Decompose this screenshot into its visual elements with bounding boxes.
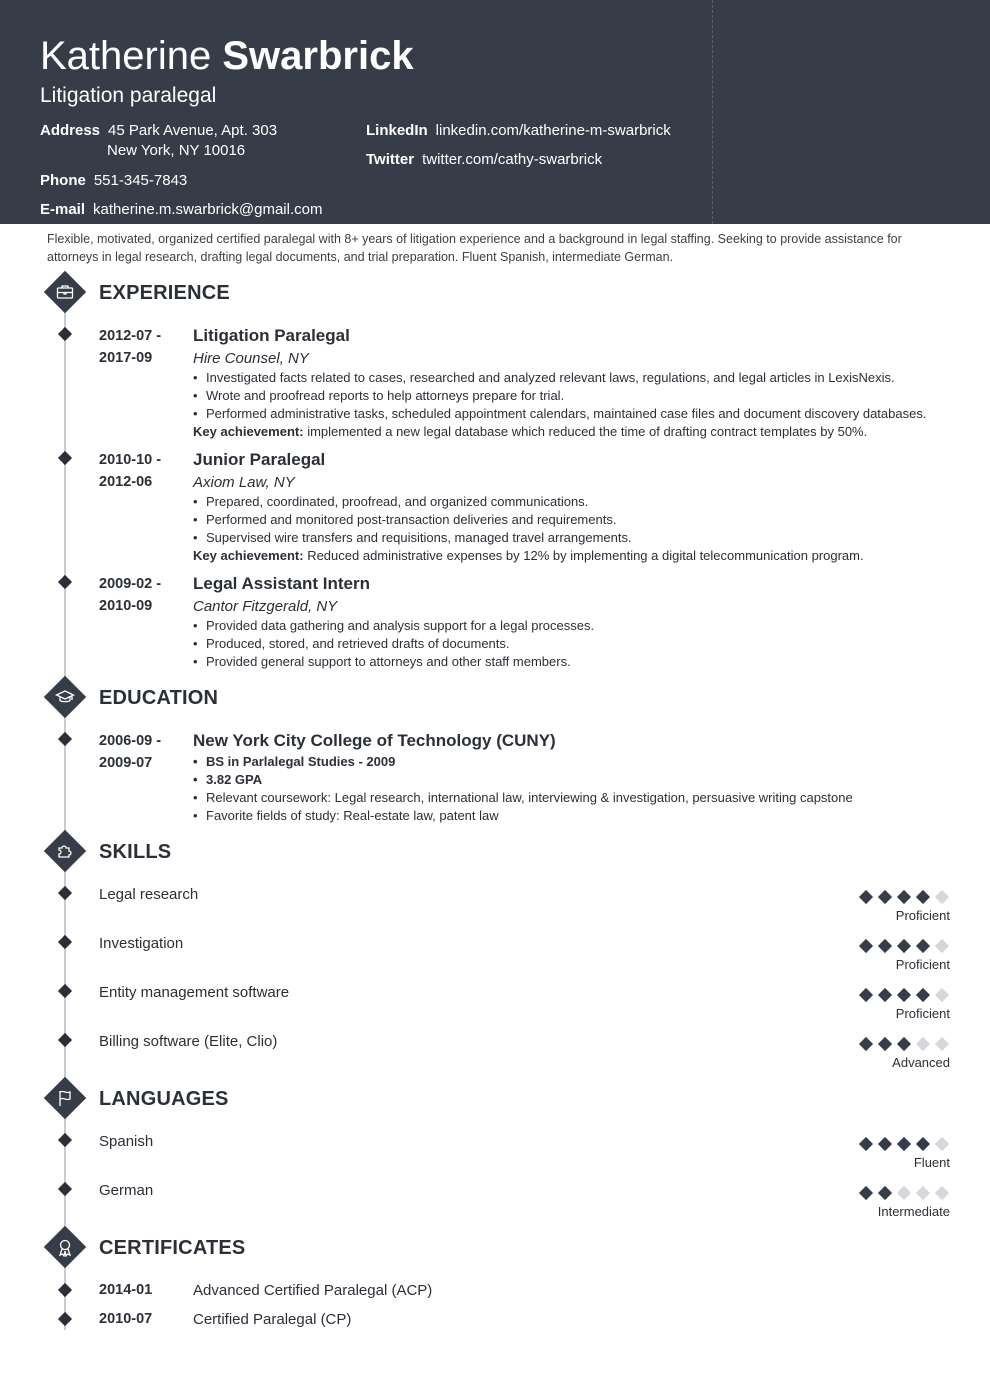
job-bullets xyxy=(193,369,926,423)
list-item: • Performed and monitored post-transaction deliveries and requirements. xyxy=(193,511,632,529)
header-divider xyxy=(712,0,713,224)
timeline-bullet xyxy=(58,327,72,341)
rating-diamond-filled xyxy=(897,1137,911,1151)
rating-diamond-filled xyxy=(897,988,911,1002)
list-item: • Favorite fields of study: Real-estate law, patent law xyxy=(193,807,853,825)
last-name: Swarbrick xyxy=(222,34,414,78)
job-end: 2012-06 xyxy=(99,474,153,490)
language-name: Spanish xyxy=(99,1133,154,1150)
list-item: • Investigated facts related to cases, researched and analyzed relevant laws, regulations, and legal articles in LexisNexis. xyxy=(193,369,926,387)
list-item: • Wrote and proofread reports to help attorneys prepare for trial. xyxy=(193,387,926,405)
candidate-name xyxy=(40,34,414,79)
job-org: Hire Counsel, NY xyxy=(193,350,309,367)
rating-diamond-filled xyxy=(916,1137,930,1151)
job-achievement xyxy=(193,547,864,565)
timeline-bullet xyxy=(58,1033,72,1047)
linkedin-label: LinkedIn xyxy=(366,122,428,139)
skill-name: Entity management software xyxy=(99,984,290,1001)
job-dates xyxy=(99,573,161,617)
certificate-name: Advanced Certified Paralegal (ACP) xyxy=(193,1282,433,1299)
language-rating xyxy=(858,1185,952,1201)
list-item: • Prepared, coordinated, proofread, and organized communications. xyxy=(193,493,632,511)
skill-level: Advanced xyxy=(892,1055,950,1070)
skill-rating xyxy=(858,938,952,954)
list-item: • Supervised wire transfers and requisitions, managed travel arrangements. xyxy=(193,529,632,547)
language-level: Intermediate xyxy=(877,1204,950,1219)
education-bullets xyxy=(193,753,853,825)
twitter-label: Twitter xyxy=(366,151,415,168)
phone-value: 551-345-7843 xyxy=(93,172,188,189)
list-item: • Produced, stored, and retrieved drafts of documents. xyxy=(193,635,594,653)
rating-diamond-empty xyxy=(935,1037,949,1051)
award-icon xyxy=(44,1226,86,1268)
achievement-text: implemented a new legal database which reduced the time of drafting contract templates by 50%. xyxy=(307,424,868,439)
rating-diamond-filled xyxy=(859,1037,873,1051)
rating-diamond-filled xyxy=(916,939,930,953)
job-title: Legal Assistant Intern xyxy=(193,574,370,593)
address-line2: New York, NY 10016 xyxy=(107,142,246,159)
list-item: • Performed administrative tasks, scheduled appointment calendars, maintained case files and document discovery databases. xyxy=(193,405,926,423)
timeline-bullet xyxy=(58,575,72,589)
address-line1: 45 Park Avenue, Apt. 303 xyxy=(108,122,278,139)
education-heading: EDUCATION xyxy=(99,687,219,709)
job-start: 2010-10 - xyxy=(99,452,162,468)
job-title: Junior Paralegal xyxy=(193,450,326,469)
skill-name: Legal research xyxy=(99,886,199,903)
rating-diamond-filled xyxy=(916,890,930,904)
summary: Flexible, motivated, organized certified paralegal with 8+ years of litigation experience and a background in legal staffing. Seeking to provide assistance for attorneys in legal research, drafting legal documents, and trial preparation. Fluent Spanish, intermediate German. xyxy=(47,232,902,264)
job-start: 2009-02 - xyxy=(99,576,162,592)
graduation-cap-icon xyxy=(44,676,86,718)
briefcase-icon xyxy=(44,271,86,313)
rating-diamond-filled xyxy=(878,1186,892,1200)
rating-diamond-filled xyxy=(878,1037,892,1051)
rating-diamond-filled xyxy=(897,890,911,904)
rating-diamond-filled xyxy=(859,939,873,953)
timeline-bullet xyxy=(58,1312,72,1326)
skill-rating xyxy=(858,1036,952,1052)
job-dates xyxy=(99,449,161,493)
timeline-bullet xyxy=(58,886,72,900)
first-name: Katherine xyxy=(40,34,212,78)
list-item: • Relevant coursework: Legal research, international law, interviewing & investigation, persuasive writing capstone xyxy=(193,789,853,807)
flag-icon xyxy=(44,1077,86,1119)
rating-diamond-empty xyxy=(935,988,949,1002)
candidate-title: Litigation paralegal xyxy=(40,84,217,107)
job-bullets xyxy=(193,617,594,671)
achievement-label: Key achievement: xyxy=(193,548,304,563)
job-achievement xyxy=(193,423,867,441)
rating-diamond-empty xyxy=(935,939,949,953)
email-label: E-mail xyxy=(40,201,86,218)
skill-level: Proficient xyxy=(895,957,950,972)
achievement-text: Reduced administrative expenses by 12% by implementing a digital telecommunication program. xyxy=(307,548,864,563)
job-org: Cantor Fitzgerald, NY xyxy=(193,598,338,615)
language-rating xyxy=(858,1136,952,1152)
rating-diamond-filled xyxy=(878,939,892,953)
rating-diamond-filled xyxy=(897,939,911,953)
rating-diamond-filled xyxy=(916,988,930,1002)
contact-linkedin xyxy=(366,120,671,141)
list-item: • Provided data gathering and analysis support for a legal processes. xyxy=(193,617,594,635)
skills-heading: SKILLS xyxy=(99,841,172,863)
email-value[interactable]: katherine.m.swarbrick@gmail.com xyxy=(93,201,323,218)
rating-diamond-filled xyxy=(859,1137,873,1151)
achievement-label: Key achievement: xyxy=(193,424,304,439)
timeline-bullet xyxy=(58,935,72,949)
job-bullets xyxy=(193,493,632,547)
certificate-name: Certified Paralegal (CP) xyxy=(193,1311,352,1328)
language-name: German xyxy=(99,1182,154,1199)
list-item: • Provided general support to attorneys and other staff members. xyxy=(193,653,594,671)
skill-level: Proficient xyxy=(895,908,950,923)
rating-diamond-filled xyxy=(878,1137,892,1151)
experience-heading: EXPERIENCE xyxy=(99,282,230,304)
contact-email xyxy=(40,199,322,220)
rating-diamond-filled xyxy=(878,988,892,1002)
rating-diamond-empty xyxy=(897,1186,911,1200)
certificate-date: 2014-01 xyxy=(99,1282,153,1298)
rating-diamond-filled xyxy=(878,890,892,904)
job-end: 2010-09 xyxy=(99,598,153,614)
rating-diamond-empty xyxy=(935,1186,949,1200)
education-dates xyxy=(99,730,161,774)
phone-label: Phone xyxy=(40,172,86,189)
rating-diamond-filled xyxy=(897,1037,911,1051)
job-org: Axiom Law, NY xyxy=(193,474,295,491)
skill-name: Billing software (Elite, Clio) xyxy=(99,1033,278,1050)
rating-diamond-filled xyxy=(859,890,873,904)
certificates-heading: CERTIFICATES xyxy=(99,1237,246,1259)
resume-header xyxy=(0,0,990,224)
languages-heading: LANGUAGES xyxy=(99,1088,229,1110)
certificate-date: 2010-07 xyxy=(99,1311,153,1327)
list-item: • BS in Parlalegal Studies - 2009 xyxy=(193,753,853,771)
timeline-bullet xyxy=(58,732,72,746)
timeline-bullet xyxy=(58,1133,72,1147)
job-title: Litigation Paralegal xyxy=(193,326,350,345)
linkedin-link[interactable]: linkedin.com/katherine-m-swarbrick xyxy=(435,122,671,139)
job-end: 2017-09 xyxy=(99,350,153,366)
skill-name: Investigation xyxy=(99,935,184,952)
contact-phone xyxy=(40,170,187,191)
puzzle-icon xyxy=(44,830,86,872)
rating-diamond-empty xyxy=(935,1137,949,1151)
language-level: Fluent xyxy=(913,1155,950,1170)
education-end: 2009-07 xyxy=(99,755,153,771)
contact-address xyxy=(40,120,277,141)
rating-diamond-filled xyxy=(859,988,873,1002)
list-item: • 3.82 GPA xyxy=(193,771,853,789)
address-label: Address xyxy=(40,122,101,139)
job-start: 2012-07 - xyxy=(99,328,162,344)
skill-level: Proficient xyxy=(895,1006,950,1021)
contact-twitter xyxy=(366,149,602,170)
rating-diamond-empty xyxy=(916,1037,930,1051)
rating-diamond-filled xyxy=(859,1186,873,1200)
timeline-bullet xyxy=(58,984,72,998)
school-name: New York City College of Technology (CUNY) xyxy=(193,731,556,750)
job-dates xyxy=(99,325,161,369)
timeline-bullet xyxy=(58,451,72,465)
timeline-bullet xyxy=(58,1182,72,1196)
education-start: 2006-09 - xyxy=(99,733,162,749)
twitter-link[interactable]: twitter.com/cathy-swarbrick xyxy=(422,151,603,168)
rating-diamond-empty xyxy=(916,1186,930,1200)
timeline-bullet xyxy=(58,1283,72,1297)
skill-rating xyxy=(858,889,952,905)
skill-rating xyxy=(858,987,952,1003)
rating-diamond-empty xyxy=(935,890,949,904)
